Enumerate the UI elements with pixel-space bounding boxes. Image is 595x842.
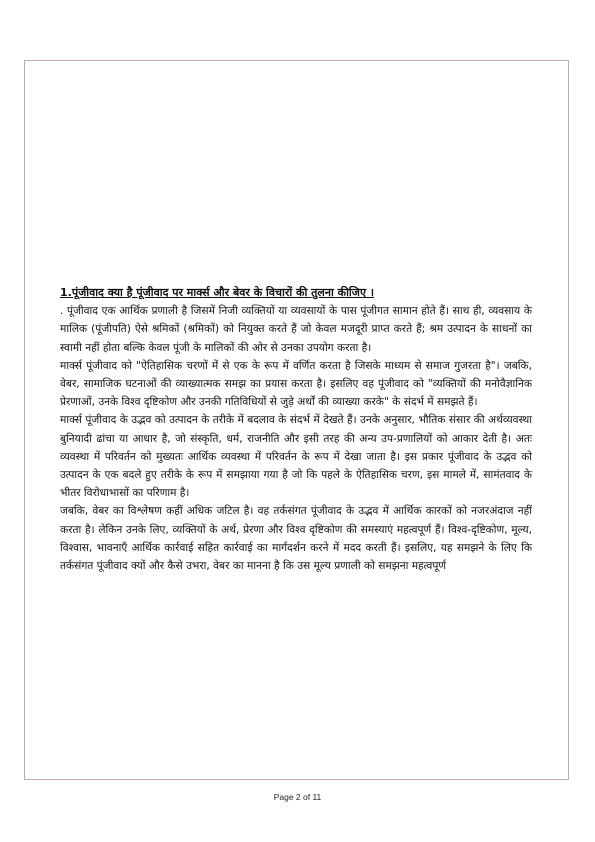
- document-body: [60, 284, 532, 575]
- paragraph-weber-view: जबकि, वेबर का विश्लेषण कहीं अधिक जटिल है। वह तर्कसंगत पूंजीवाद के उद्भव में आर्थिक कारकों को नजरअंदाज नहीं करता है। लेकिन उनके लिए, व्यक्तियों के अर्थ, प्रेरणा और विश्व दृष्टिकोण की समस्याएं महत्वपूर्ण हैं। विश्व-दृष्टिकोण, मूल्य, विश्वास, भावनाएँ आर्थिक कार्रवाई सहित कार्रवाई का मार्गदर्शन करने में मदद करती हैं। इसलिए, यह समझने के लिए कि तर्कसंगत पूंजीवाद क्यों और कैसे उभरा, वेबर का मानना है कि उस मूल्य प्रणाली को समझना महत्वपूर्ण: [60, 505, 532, 573]
- section-heading: 1.पूंजीवाद क्या है पूंजीवाद पर मार्क्स और बेवर के विचारों की तुलना कीजिए ।: [60, 286, 375, 299]
- paragraph-marx-view: मार्क्स पूंजीवाद के उद्भव को उत्पादन के तरीके में बदलाव के संदर्भ में देखते हैं। उनके अनुसार, भौतिक संसार की अर्थव्यवस्था बुनियादी ढांचा या आधार है, जो संस्कृति, धर्म, राजनीति और इसी तरह की अन्य उप-प्रणालियों को आकार देती है। अतः व्यवस्था में परिवर्तन को मुख्यतः आर्थिक व्यवस्था में परिवर्तन के रूप में देखा जाता है। इस प्रकार पूंजीवाद के उद्भव को उत्पादन के एक बदले हुए तरीके के रूप में समझाया गया है जो कि पहले के ऐतिहासिक चरण, इस मामले में, सामंतवाद के भीतर विरोधाभासों का परिणाम है।: [60, 414, 532, 500]
- paragraph-capitalism-definition: . पूंजीवाद एक आर्थिक प्रणाली है जिसमें निजी व्यक्तियों या व्यवसायों के पास पूंजीगत सामान होते हैं। साथ ही, व्यवसाय के मालिक (पूंजीपति) ऐसे श्रमिकों (श्रमिकों) को नियुक्त करते हैं जो केवल मजदूरी प्राप्त करते हैं; श्रम उत्पादन के साधनों का स्वामी नहीं होता बल्कि केवल पूंजी के मालिकों की ओर से उनका उपयोग करता है।: [60, 305, 532, 354]
- page-number: Page 2 of 11: [273, 792, 322, 802]
- paragraph-marx-weber-overview: मार्क्स पूंजीवाद को "ऐतिहासिक चरणों में से एक के रूप में वर्णित करता है जिसके माध्यम से समाज गुजरता है"। जबकि, वेबर, सामाजिक घटनाओं की व्याख्यात्मक समझ का प्रयास करता है। इसलिए वह पूंजीवाद को "व्यक्तियों की मनोवैज्ञानिक प्रेरणाओं, उनके विश्व दृष्टिकोण और उनकी गतिविधियों से जुड़े अर्थों की व्याख्या करके" के संदर्भ में समझते हैं।: [60, 359, 532, 409]
